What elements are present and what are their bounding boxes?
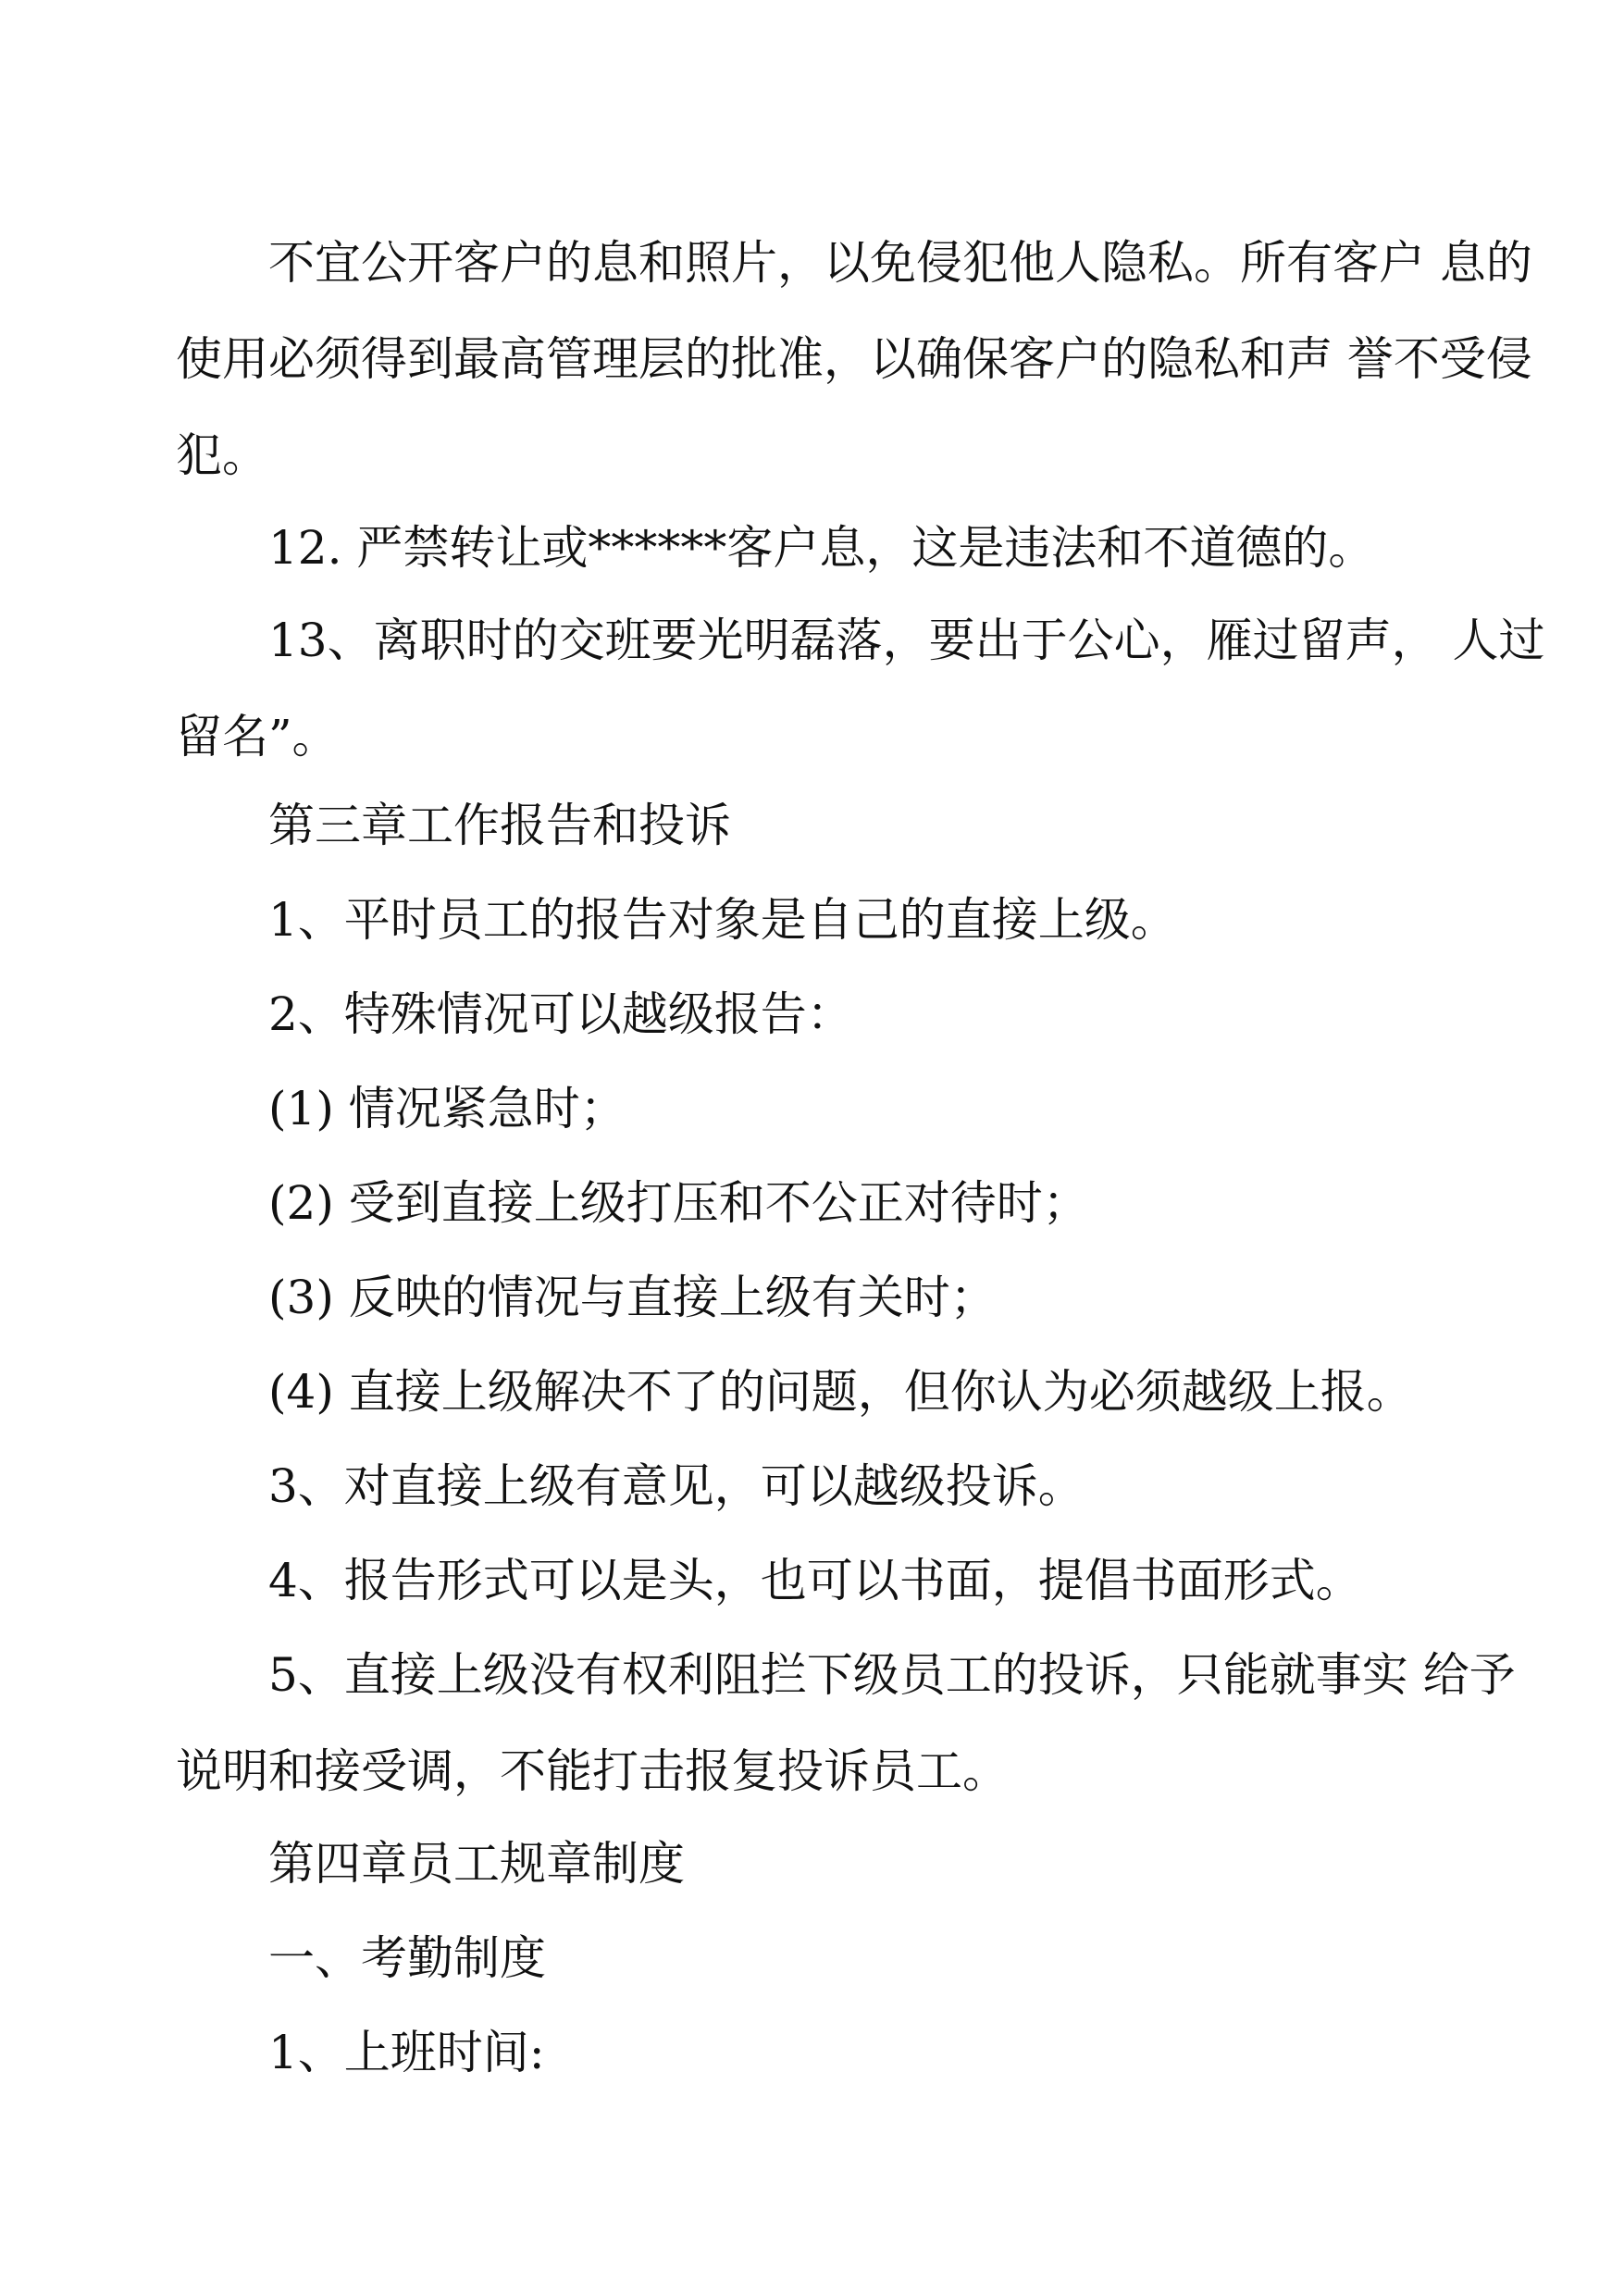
list-item-1: [268, 872, 1564, 968]
paragraph-line: 使用必须得到最高管理层的批准，以确保客户的隐私和声 誉不受侵: [176, 332, 1532, 386]
paragraph-line: (1) 情况紧急时；: [268, 1082, 626, 1135]
list-item-2: [268, 966, 1564, 1062]
paragraph-line: 4、报告形式可以是头，也可以书面，提倡书面形式。: [268, 1554, 1362, 1607]
paragraph-line: 12. 严禁转让或******客户息，这是违法和不道德的。: [268, 521, 1375, 575]
list-item-3: [268, 1438, 1564, 1534]
paragraph-line: 不宜公开客户的息和照片，以免侵犯他人隐私。所有客户 息的: [268, 236, 1532, 290]
list-item-5: [176, 1627, 1516, 1819]
list-item-4: [268, 1532, 1564, 1629]
paragraph-line: 犯。: [176, 428, 268, 482]
paragraph-line: (3) 反映的情况与直接上级有关时；: [268, 1271, 997, 1324]
paragraph-line: 5、直接上级没有权利阻拦下级员工的投诉，只能就事实 给予: [268, 1648, 1516, 1702]
chapter-heading-4: [268, 1816, 1564, 1912]
chapter-heading-3: [268, 777, 1564, 874]
sub-item-2: [268, 1155, 1564, 1251]
heading-text: 第三章工作报告和投诉: [268, 799, 731, 852]
paragraph-line: 13、离职时的交班要光明磊落，要出于公心，雁过留声， 人过: [268, 614, 1545, 667]
paragraph-line: 留名”。: [176, 710, 339, 763]
paragraph-item-12: [268, 500, 1564, 596]
paragraph-line: 2、特殊情况可以越级报告：: [268, 987, 853, 1041]
paragraph-line: (4) 直接上级解决不了的问题，但你认为必须越级上报。: [268, 1365, 1413, 1419]
paragraph-line: 1、平时员工的报告对象是自己的直接上级。: [268, 893, 1177, 947]
heading-text: 第四章员工规章制度: [268, 1837, 685, 1891]
sub-item-1: [268, 1061, 1564, 1157]
heading-text: 一、考勤制度: [268, 1931, 546, 1985]
paragraph-line: 3、对直接上级有意见，可以越级投诉。: [268, 1459, 1085, 1513]
paragraph-privacy: [176, 215, 1532, 503]
sub-item-4: [268, 1344, 1564, 1440]
paragraph-line: (2) 受到直接上级打压和不公正对待时；: [268, 1176, 1089, 1230]
list-item-work-hours: [268, 2004, 1564, 2101]
paragraph-item-13: [176, 592, 1545, 785]
section-heading-attendance: [268, 1910, 1564, 2006]
sub-item-3: [268, 1249, 1564, 1346]
paragraph-line: 说明和接受调，不能打击报复投诉员工。: [176, 1744, 1009, 1798]
paragraph-line: 1、上班时间:: [268, 2026, 545, 2079]
